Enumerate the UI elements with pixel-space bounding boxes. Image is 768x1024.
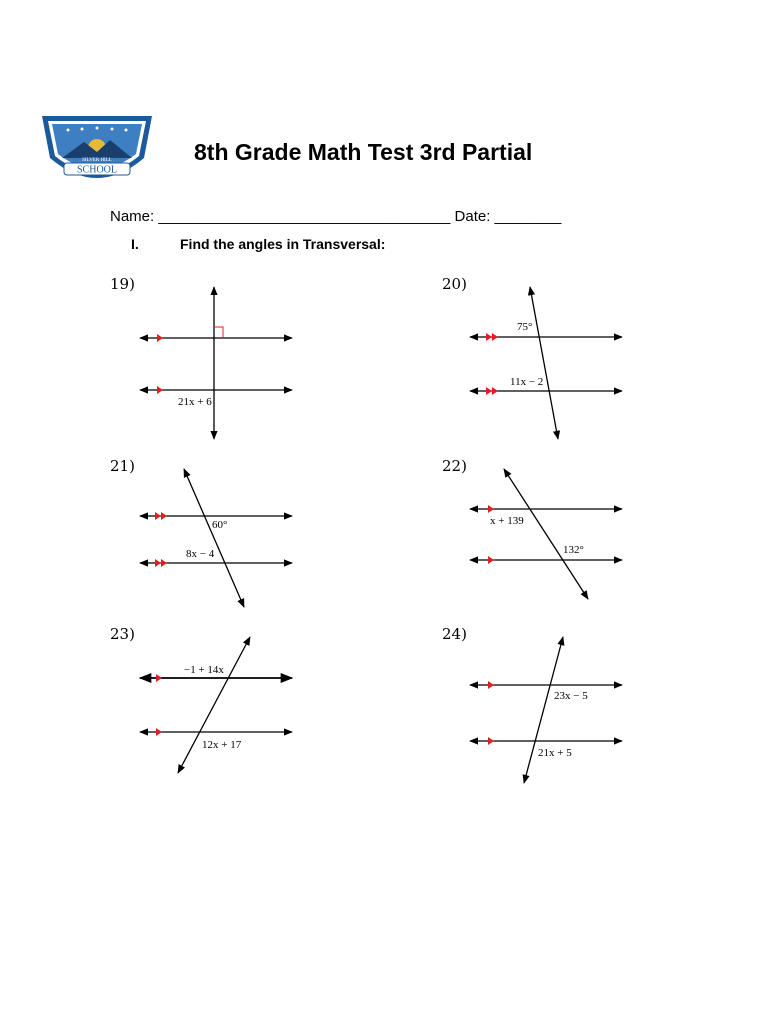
- problem-21: [110, 457, 310, 617]
- parallel-mark: [155, 559, 161, 567]
- name-date-row: [110, 208, 561, 225]
- parallel-mark: [488, 505, 494, 513]
- section-number: I.: [131, 236, 139, 252]
- parallel-mark: [155, 512, 161, 520]
- name-field[interactable]: ___________________________________: [158, 208, 451, 225]
- angle-label: 12x + 17: [202, 739, 242, 751]
- parallel-mark: [161, 512, 167, 520]
- logo-school-text: SCHOOL: [76, 164, 118, 176]
- parallel-mark: [157, 386, 163, 394]
- problem-number: 20): [442, 275, 467, 293]
- angle-label: x + 139: [490, 515, 524, 527]
- parallel-mark: [486, 333, 492, 341]
- parallel-mark: [488, 737, 494, 745]
- angle-label: 60°: [212, 519, 228, 531]
- angle-label: 8x − 4: [186, 548, 215, 560]
- angle-label: 21x + 6: [178, 396, 212, 408]
- parallel-mark: [488, 556, 494, 564]
- problem-23: [110, 625, 310, 785]
- page-title: 8th Grade Math Test 3rd Partial: [194, 139, 533, 165]
- angle-label: 11x − 2: [510, 376, 544, 388]
- parallel-mark: [156, 728, 162, 736]
- problem-22: [442, 457, 632, 617]
- parallel-mark: [492, 333, 498, 341]
- angle-label: −1 + 14x: [184, 664, 224, 676]
- angle-label: 21x + 5: [538, 747, 572, 759]
- problem-number: 24): [442, 625, 467, 643]
- problem-number: 23): [110, 625, 135, 643]
- parallel-mark: [157, 334, 163, 342]
- problem-20: [442, 275, 632, 450]
- problem-24: [442, 625, 632, 790]
- problem-19: [110, 275, 310, 450]
- angle-label: 132°: [563, 544, 584, 556]
- parallel-mark: [486, 387, 492, 395]
- problem-number: 21): [110, 457, 135, 475]
- angle-label: 23x − 5: [554, 690, 588, 702]
- parallel-mark: [492, 387, 498, 395]
- section-instruction: Find the angles in Transversal:: [180, 236, 386, 252]
- date-field[interactable]: ________: [494, 208, 562, 225]
- parallel-mark: [488, 681, 494, 689]
- problem-number: 19): [110, 275, 135, 293]
- parallel-mark: [161, 559, 167, 567]
- logo-subtitle: SILVER HILL: [82, 158, 112, 163]
- problem-number: 22): [442, 457, 467, 475]
- angle-label: 75°: [517, 321, 533, 333]
- name-label: Name:: [110, 208, 155, 225]
- school-logo: [38, 112, 156, 188]
- date-label: Date:: [454, 208, 491, 225]
- parallel-mark: [156, 674, 162, 682]
